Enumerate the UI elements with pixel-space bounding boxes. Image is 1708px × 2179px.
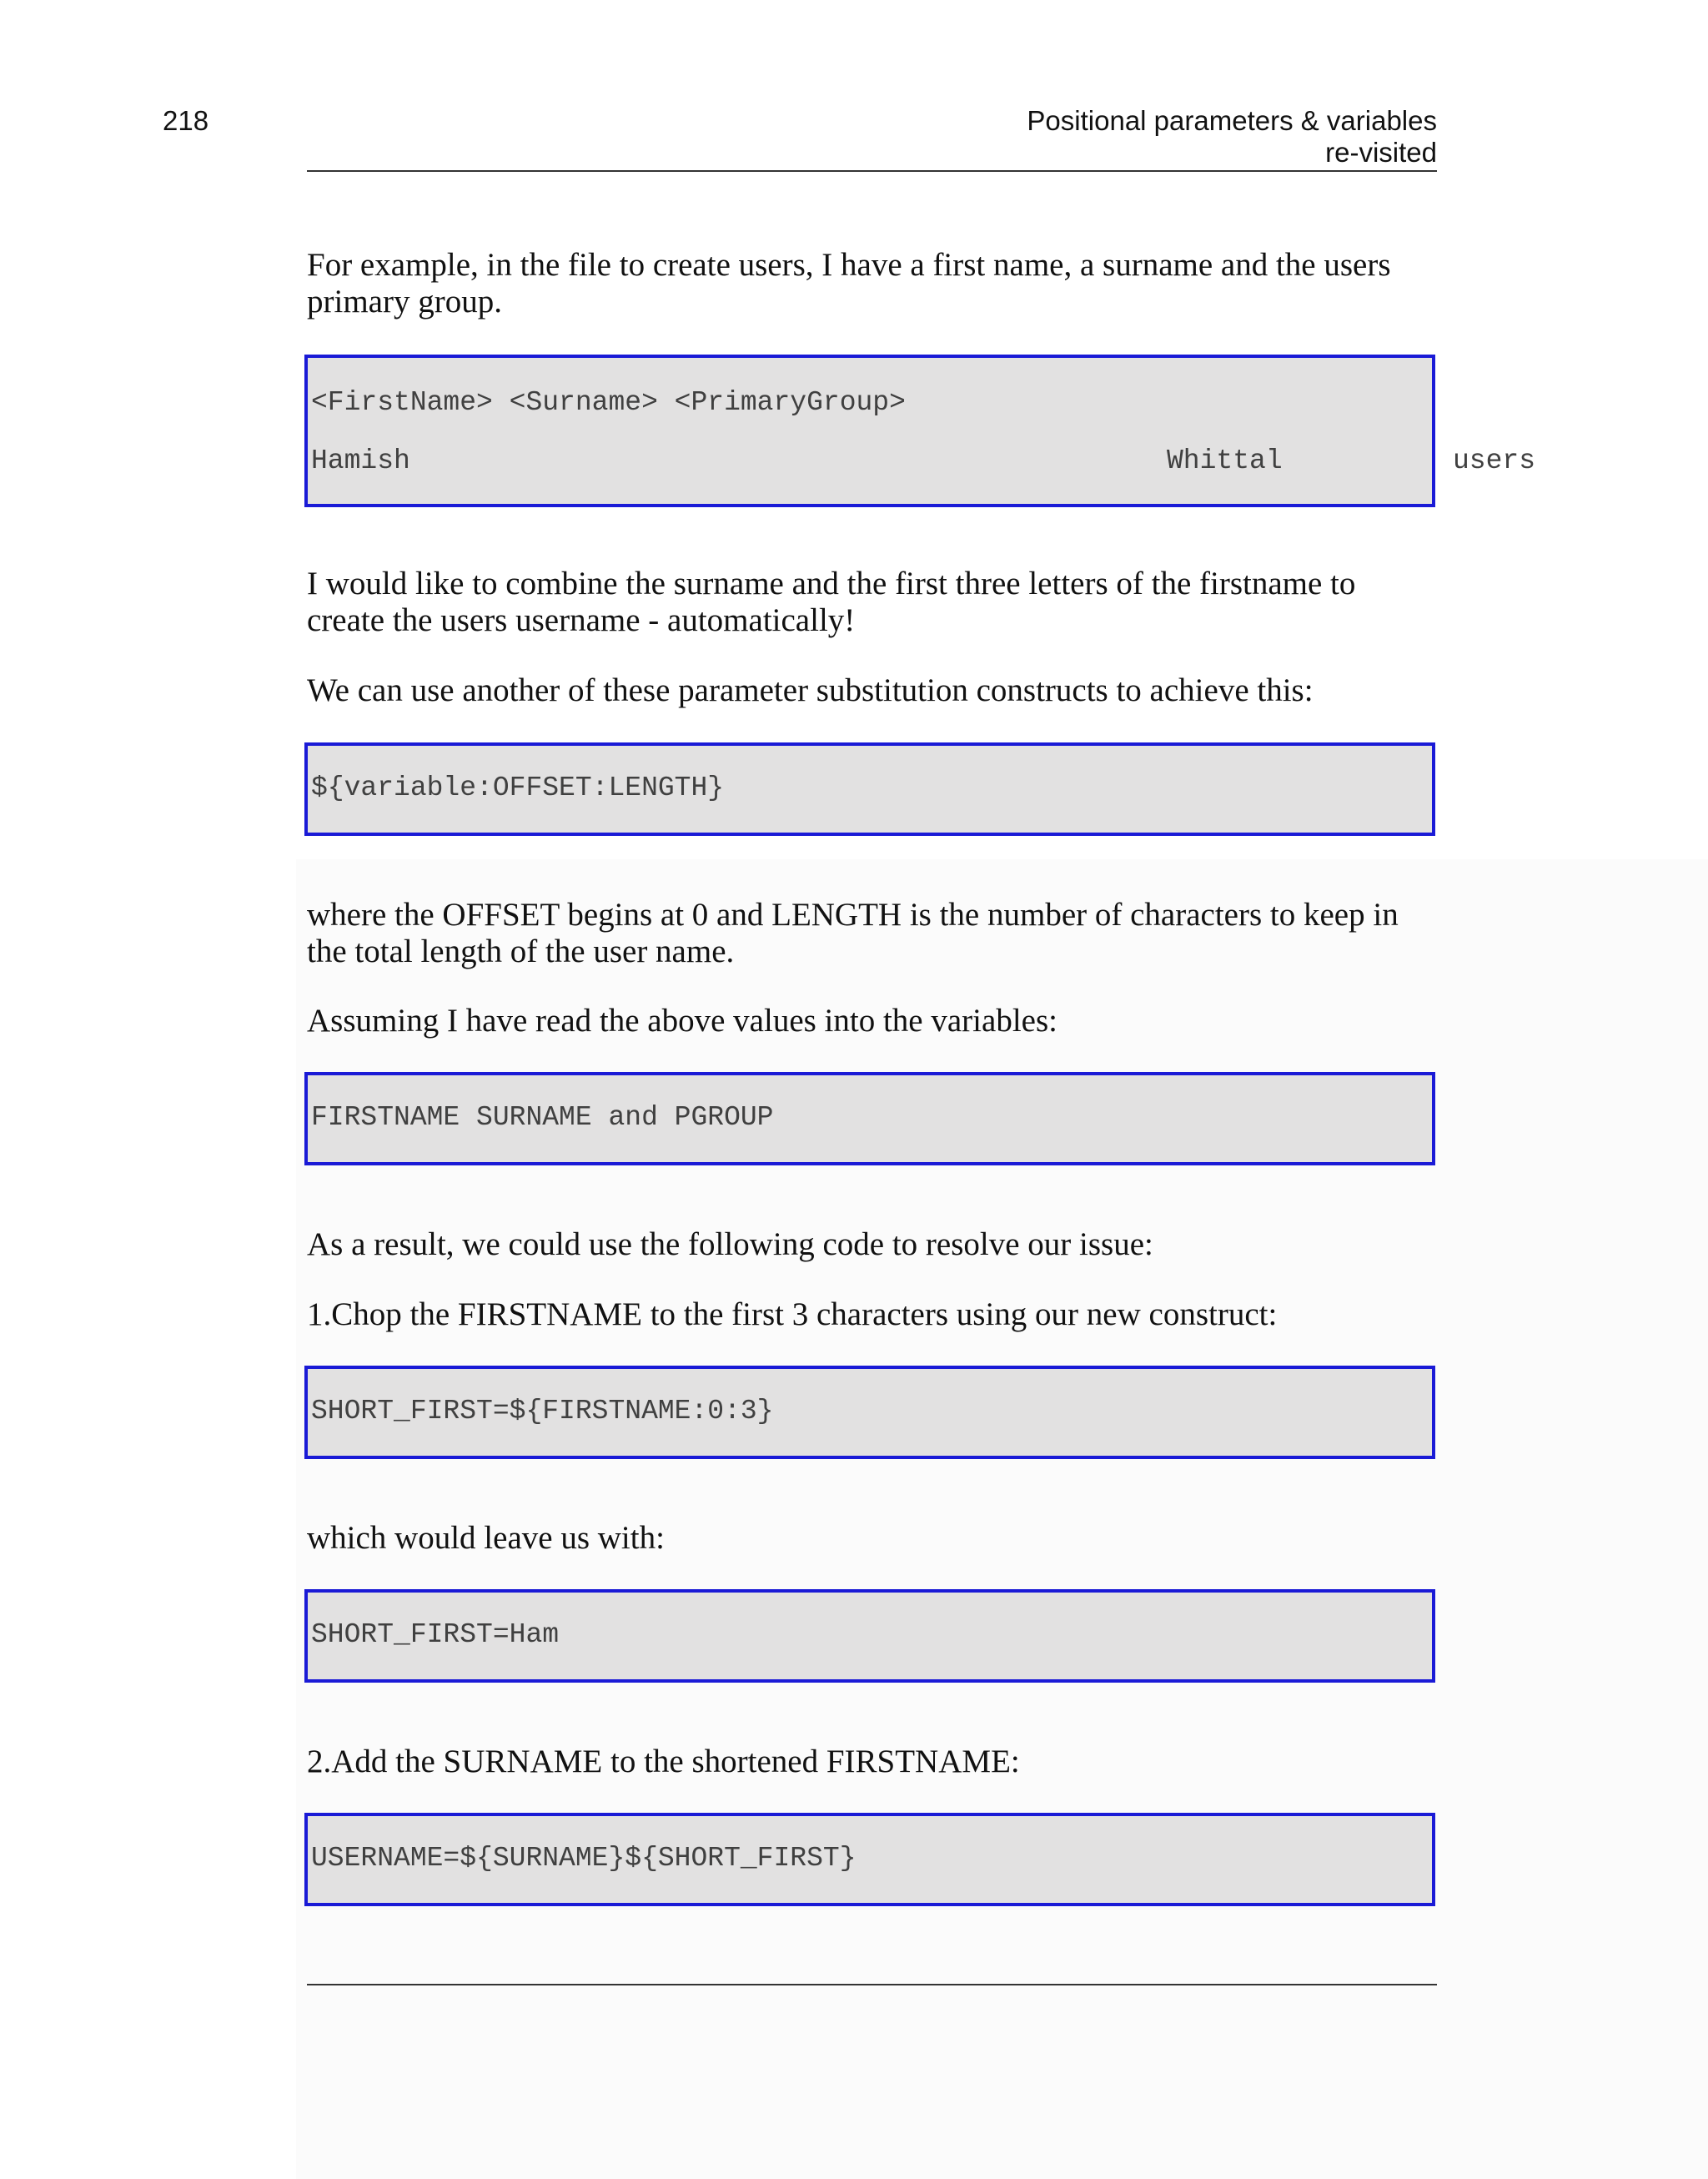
running-header bbox=[1027, 105, 1437, 169]
paragraph-assuming: Assuming I have read the above values into the variables: bbox=[307, 1003, 1057, 1039]
code-line-variables: FIRSTNAME SURNAME and PGROUP bbox=[311, 1102, 774, 1133]
code-block-short-first-result bbox=[304, 1589, 1435, 1683]
code-line-header: <FirstName> <Surname> <PrimaryGroup> bbox=[311, 387, 906, 418]
code-block-username bbox=[304, 1813, 1435, 1906]
paragraph-offset-explanation: where the OFFSET begins at 0 and LENGTH is the number of characters to keep in the total length of the user name. bbox=[307, 897, 1399, 969]
paragraph-example-intro: For example, in the file to create users, I have a first name, a surname and the users primary group. bbox=[307, 247, 1391, 320]
page-number: 218 bbox=[163, 105, 209, 136]
running-header-line-2: re-visited bbox=[1325, 137, 1437, 168]
footer-rule bbox=[307, 1984, 1437, 1985]
code-block-short-first bbox=[304, 1366, 1435, 1459]
paragraph-step-1: 1.Chop the FIRSTNAME to the first 3 characters using our new construct: bbox=[307, 1296, 1278, 1332]
code-cell-first-name: Hamish bbox=[311, 445, 410, 476]
paragraph-construct-intro: We can use another of these parameter substitution constructs to achieve this: bbox=[307, 672, 1314, 708]
paragraph-combine-goal: I would like to combine the surname and the first three letters of the firstname to create the users username - automatically! bbox=[307, 566, 1356, 638]
code-block-construct bbox=[304, 742, 1435, 836]
paragraph-leave-us-with: which would leave us with: bbox=[307, 1520, 665, 1556]
code-cell-surname: Whittal bbox=[1167, 445, 1283, 476]
running-header-line-1: Positional parameters & variables bbox=[1027, 105, 1437, 136]
code-line-username: USERNAME=${SURNAME}${SHORT_FIRST} bbox=[311, 1843, 857, 1874]
code-cell-group: users bbox=[1453, 445, 1536, 476]
code-line-construct: ${variable:OFFSET:LENGTH} bbox=[311, 772, 725, 803]
code-line-short-first: SHORT_FIRST=${FIRSTNAME:0:3} bbox=[311, 1396, 774, 1427]
header-rule bbox=[307, 170, 1437, 172]
code-line-short-first-result: SHORT_FIRST=Ham bbox=[311, 1619, 560, 1650]
page-shade bbox=[296, 859, 1708, 2179]
code-block-user-file bbox=[304, 355, 1536, 507]
code-block-variables bbox=[304, 1072, 1435, 1165]
paragraph-result: As a result, we could use the following code to resolve our issue: bbox=[307, 1226, 1153, 1262]
paragraph-step-2: 2.Add the SURNAME to the shortened FIRSTNAME: bbox=[307, 1744, 1020, 1779]
